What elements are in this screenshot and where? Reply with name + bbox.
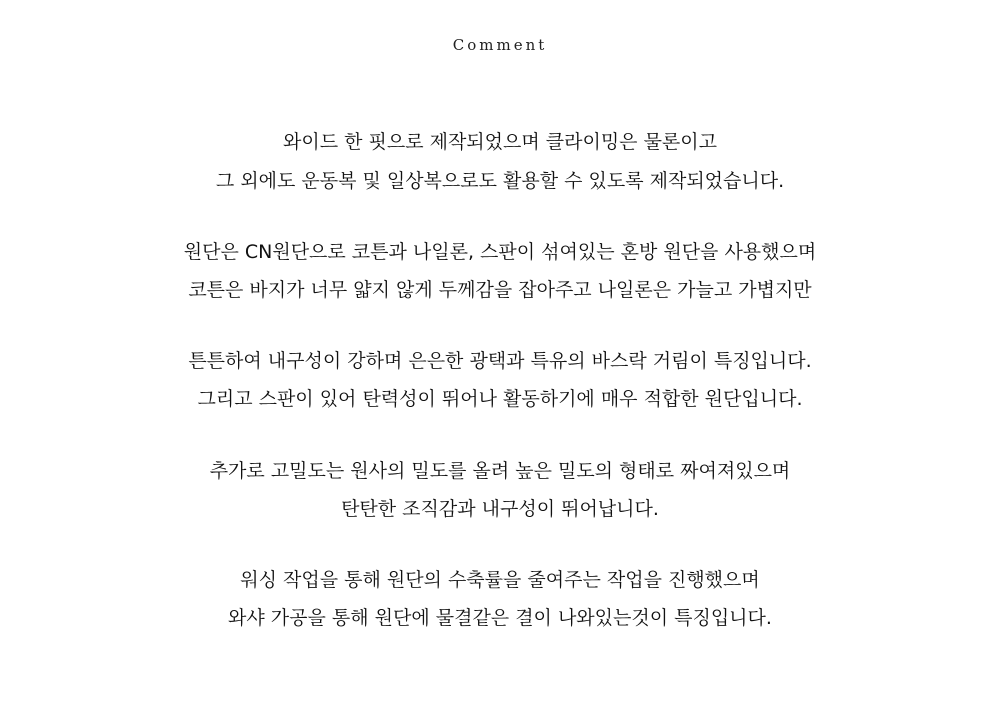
paragraph-line: 그 외에도 운동복 및 일상복으로도 활용할 수 있도록 제작되었습니다.	[215, 170, 785, 192]
paragraph-line: 튼튼하여 내구성이 강하며 은은한 광택과 특유의 바스락 거림이 특징입니다.	[188, 350, 812, 372]
paragraph-line: 와이드 한 핏으로 제작되었으며 클라이밍은 물론이고	[283, 131, 717, 153]
paragraph-line: 워싱 작업을 통해 원단의 수축률을 줄여주는 작업을 진행했으며	[240, 569, 760, 591]
paragraph-line: 와샤 가공을 통해 원단에 물결같은 결이 나와있는것이 특징입니다.	[228, 607, 772, 629]
paragraph-line: 그리고 스판이 있어 탄력성이 뛰어나 활동하기에 매우 적합한 원단입니다.	[197, 388, 803, 410]
paragraph-line: 코튼은 바지가 너무 얇지 않게 두께감을 잡아주고 나일론은 가늘고 가볍지만	[188, 279, 812, 301]
comment-heading: Comment	[452, 36, 548, 54]
paragraph-line: 추가로 고밀도는 원사의 밀도를 올려 높은 밀도의 형태로 짜여져있으며	[209, 460, 791, 482]
paragraph-line: 탄탄한 조직감과 내구성이 뛰어납니다.	[341, 498, 659, 520]
paragraph-line: 원단은 CN원단으로 코튼과 나일론, 스판이 섞여있는 혼방 원단을 사용했으며	[183, 241, 817, 263]
